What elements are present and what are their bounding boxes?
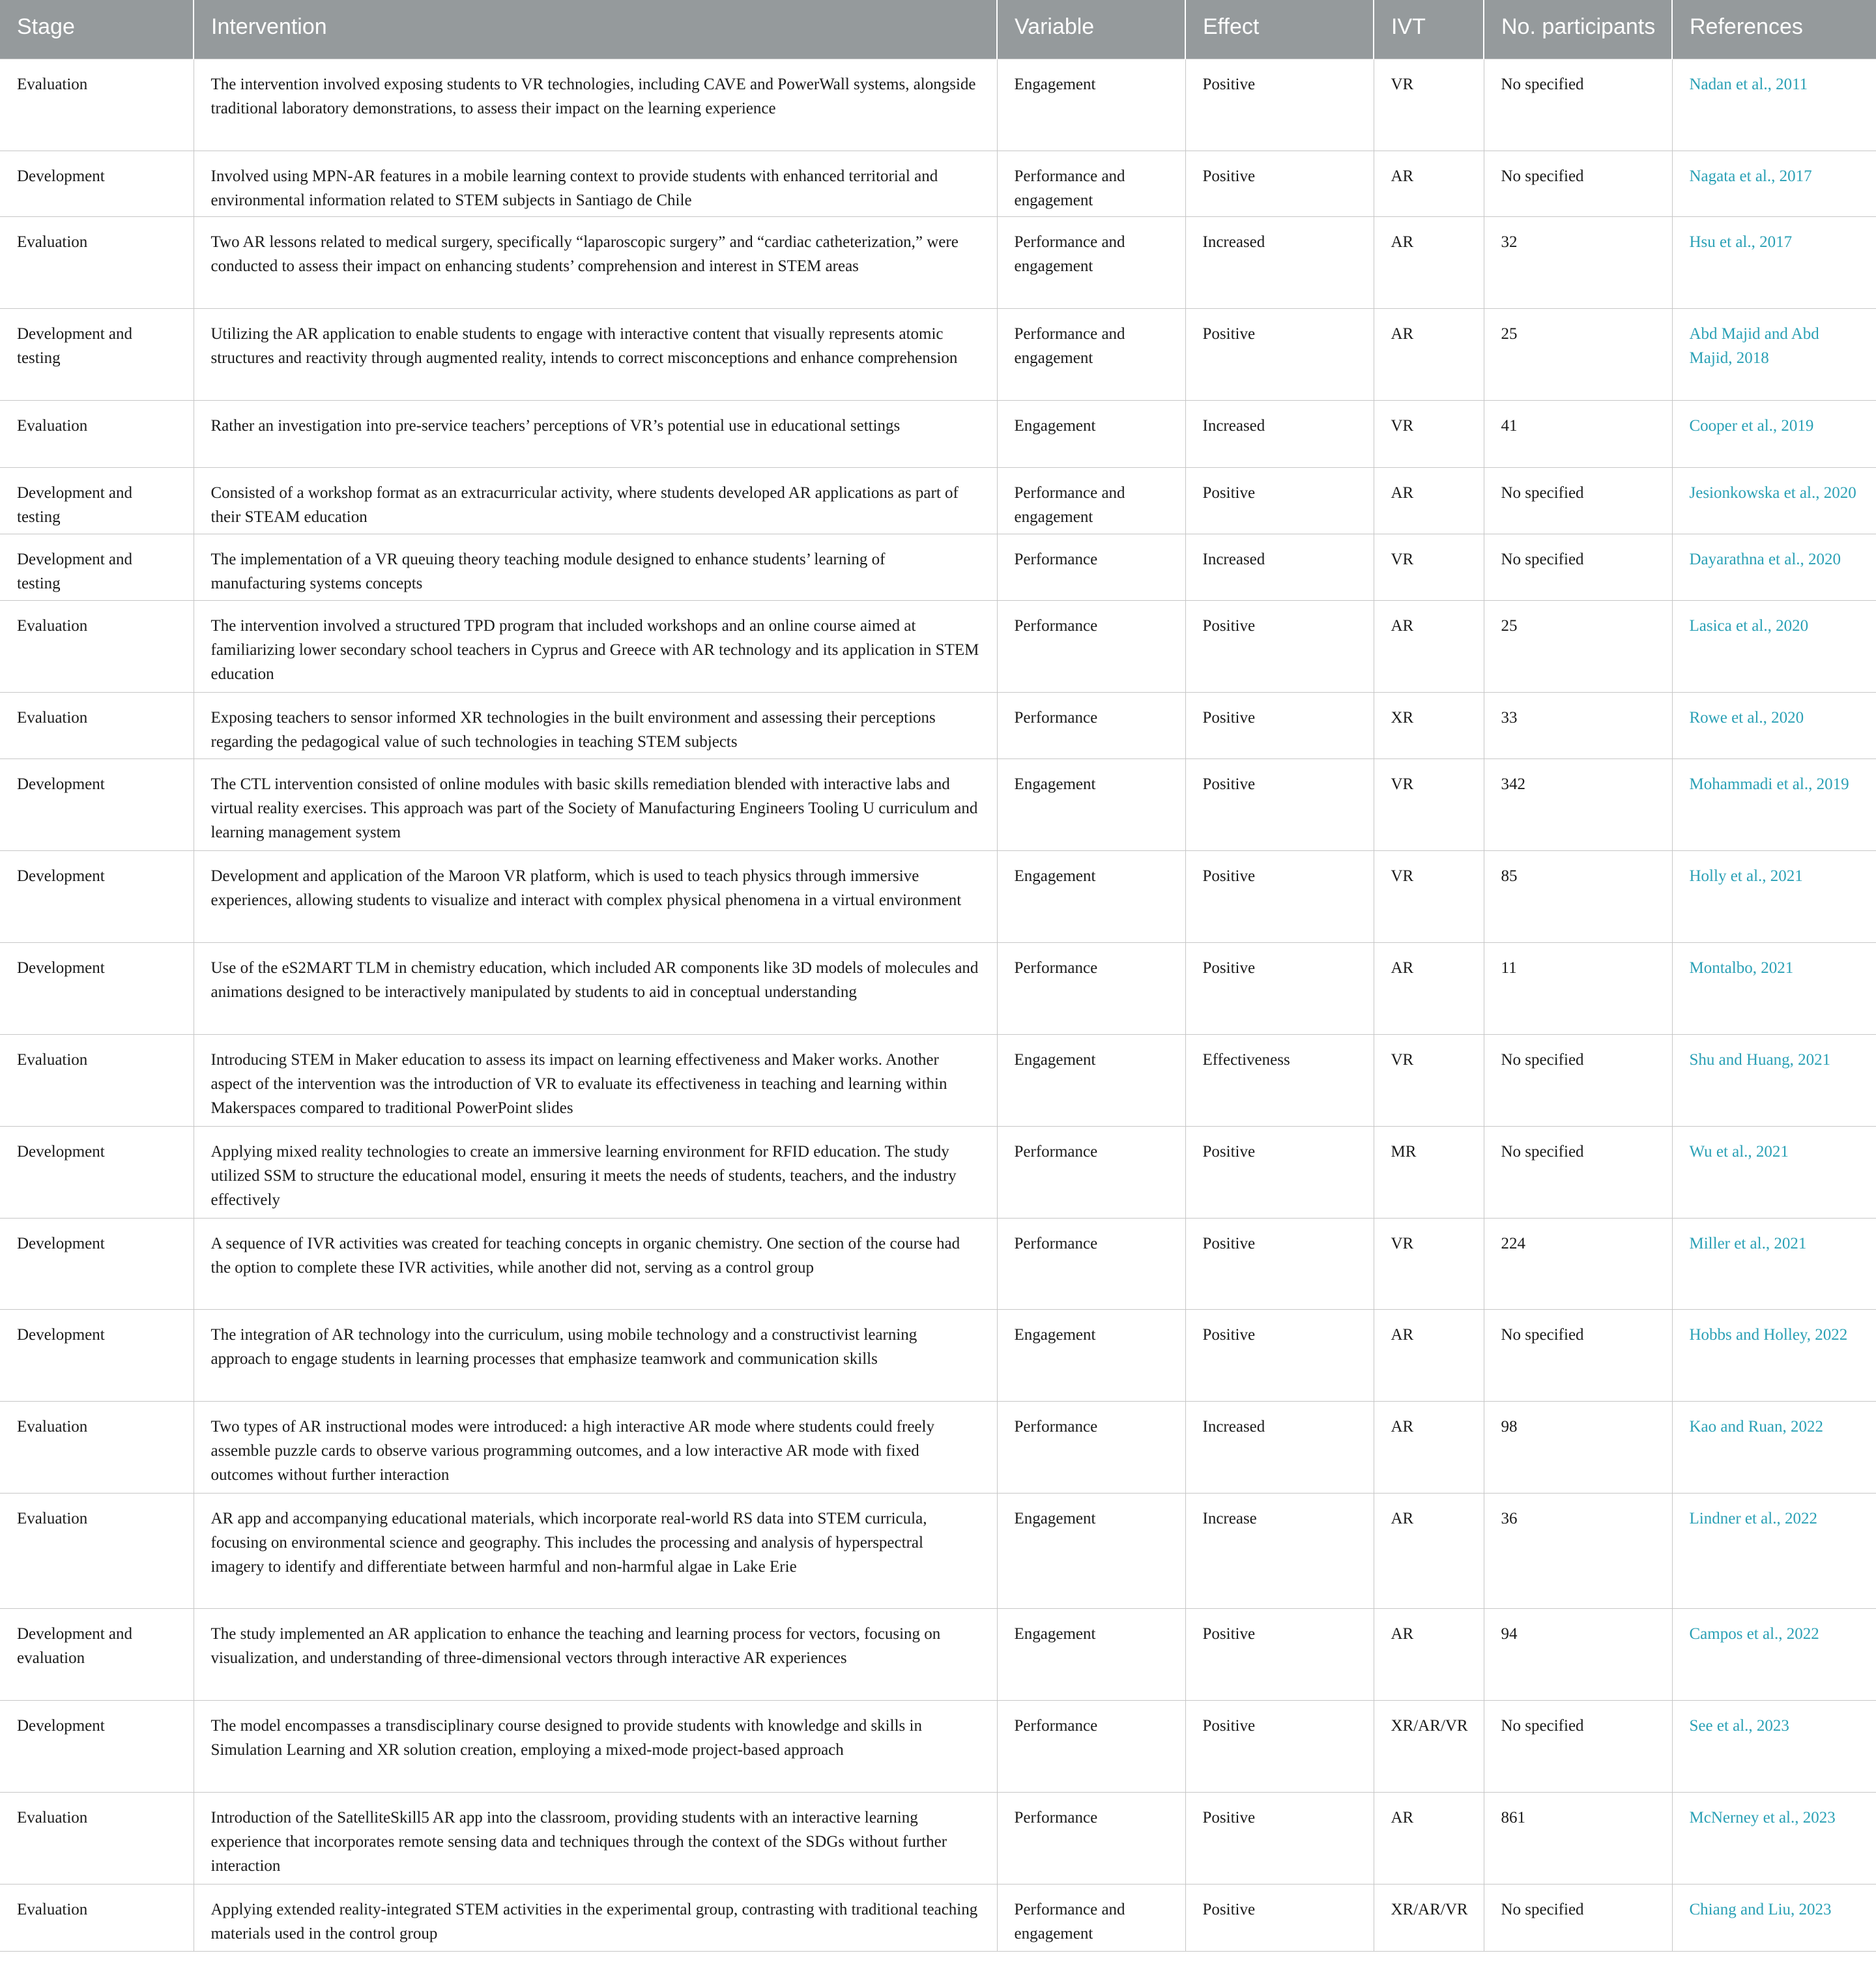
table-row [0,1218,1876,1309]
header-references: References [1672,0,1876,59]
table-body [0,59,1876,1951]
cell-intervention: The intervention involved a structured TPD program that included workshops and an online course aimed at familiarizing lower secondary school teachers in Cyprus and Greece with AR technology and its application in STEM education [194,600,997,692]
table-row [0,151,1876,216]
header-variable: Variable [997,0,1185,59]
cell-variable: Performance [997,1126,1185,1218]
cell-intervention: The study implemented an AR application to enhance the teaching and learning process for vectors, focusing on visualization, and understanding of three-dimensional vectors through interactive AR experiences [194,1608,997,1700]
reference-link[interactable]: Miller et al., 2021 [1672,1218,1876,1309]
cell-ivt: AR [1374,467,1484,534]
header-row [0,0,1876,59]
cell-ivt: AR [1374,216,1484,308]
cell-variable: Engagement [997,758,1185,850]
table-row [0,758,1876,850]
cell-stage: Development [0,1700,194,1792]
cell-intervention: Introducing STEM in Maker education to assess its impact on learning effectiveness and Maker works. Another aspect of the intervention was the introduction of VR to evaluate its effectiveness in teaching and learning within Makerspaces compared to traditional PowerPoint slides [194,1034,997,1126]
table-row [0,692,1876,758]
cell-effect: Positive [1185,151,1374,216]
cell-participants: 98 [1484,1401,1672,1493]
cell-stage: Development [0,1309,194,1401]
cell-variable: Performance [997,1218,1185,1309]
reference-link[interactable]: Shu and Huang, 2021 [1672,1034,1876,1126]
cell-stage: Evaluation [0,692,194,758]
cell-stage: Development and testing [0,534,194,600]
table-row [0,600,1876,692]
cell-stage: Evaluation [0,1401,194,1493]
cell-participants: 41 [1484,400,1672,467]
cell-participants: No specified [1484,534,1672,600]
cell-variable: Performance and engagement [997,467,1185,534]
reference-link[interactable]: Cooper et al., 2019 [1672,400,1876,467]
cell-ivt: VR [1374,1034,1484,1126]
cell-effect: Positive [1185,1792,1374,1884]
cell-ivt: AR [1374,308,1484,400]
reference-link[interactable]: Lasica et al., 2020 [1672,600,1876,692]
reference-link[interactable]: Dayarathna et al., 2020 [1672,534,1876,600]
table-row [0,1309,1876,1401]
cell-intervention: AR app and accompanying educational materials, which incorporate real-world RS data into STEM curricula, focusing on environmental science and geography. This includes the processing and analysis of hyperspectral imagery to identify and differentiate between harmful and non-harmful algae in Lake Erie [194,1493,997,1608]
cell-ivt: AR [1374,1309,1484,1401]
cell-participants: 85 [1484,850,1672,942]
table-row [0,534,1876,600]
table-row [0,1401,1876,1493]
cell-participants: No specified [1484,1126,1672,1218]
reference-link[interactable]: Rowe et al., 2020 [1672,692,1876,758]
reference-link[interactable]: Lindner et al., 2022 [1672,1493,1876,1608]
cell-stage: Development and evaluation [0,1608,194,1700]
cell-variable: Engagement [997,59,1185,151]
cell-intervention: Two AR lessons related to medical surgery, specifically “laparoscopic surgery” and “cardiac catheterization,” were conducted to assess their impact on enhancing students’ comprehension and interest in STEM areas [194,216,997,308]
cell-intervention: Applying mixed reality technologies to create an immersive learning environment for RFID education. The study utilized SSM to structure the educational model, ensuring it meets the needs of students, teachers, and the industry effectively [194,1126,997,1218]
cell-variable: Performance [997,1792,1185,1884]
header-effect: Effect [1185,0,1374,59]
reference-link[interactable]: McNerney et al., 2023 [1672,1792,1876,1884]
table-row [0,1608,1876,1700]
reference-link[interactable]: Nagata et al., 2017 [1672,151,1876,216]
cell-effect: Increased [1185,534,1374,600]
cell-effect: Positive [1185,308,1374,400]
cell-effect: Positive [1185,758,1374,850]
cell-ivt: VR [1374,850,1484,942]
cell-ivt: AR [1374,942,1484,1034]
table-row [0,216,1876,308]
cell-variable: Engagement [997,400,1185,467]
header-ivt: IVT [1374,0,1484,59]
reference-link[interactable]: See et al., 2023 [1672,1700,1876,1792]
cell-effect: Positive [1185,1309,1374,1401]
table-row [0,1700,1876,1792]
cell-variable: Performance and engagement [997,216,1185,308]
cell-ivt: XR/AR/VR [1374,1700,1484,1792]
cell-participants: 36 [1484,1493,1672,1608]
cell-variable: Performance and engagement [997,151,1185,216]
cell-participants: No specified [1484,1309,1672,1401]
header-intervention: Intervention [194,0,997,59]
cell-participants: 861 [1484,1792,1672,1884]
table-row [0,308,1876,400]
cell-effect: Positive [1185,1700,1374,1792]
table-row [0,1493,1876,1608]
cell-intervention: The implementation of a VR queuing theory teaching module designed to enhance students’ learning of manufacturing systems concepts [194,534,997,600]
cell-intervention: Rather an investigation into pre-service teachers’ perceptions of VR’s potential use in educational settings [194,400,997,467]
cell-ivt: AR [1374,1493,1484,1608]
cell-variable: Performance [997,692,1185,758]
table-row [0,1034,1876,1126]
table-row [0,1884,1876,1951]
cell-variable: Performance and engagement [997,308,1185,400]
cell-stage: Development and testing [0,308,194,400]
cell-intervention: The integration of AR technology into the curriculum, using mobile technology and a constructivist learning approach to engage students in learning processes that emphasize teamwork and communication skills [194,1309,997,1401]
table-row [0,942,1876,1034]
cell-variable: Engagement [997,1034,1185,1126]
table-row [0,467,1876,534]
cell-effect: Positive [1185,59,1374,151]
cell-variable: Performance [997,942,1185,1034]
reference-link[interactable]: Mohammadi et al., 2019 [1672,758,1876,850]
cell-stage: Evaluation [0,1034,194,1126]
cell-effect: Positive [1185,1126,1374,1218]
table-header [0,0,1876,59]
cell-intervention: A sequence of IVR activities was created for teaching concepts in organic chemistry. One section of the course had the option to complete these IVR activities, while another did not, serving as a control group [194,1218,997,1309]
cell-intervention: Consisted of a workshop format as an extracurricular activity, where students developed AR applications as part of their STEAM education [194,467,997,534]
reference-link[interactable]: Kao and Ruan, 2022 [1672,1401,1876,1493]
cell-ivt: AR [1374,1608,1484,1700]
reference-link[interactable]: Hsu et al., 2017 [1672,216,1876,308]
cell-ivt: XR/AR/VR [1374,1884,1484,1951]
table-row [0,400,1876,467]
cell-intervention: Involved using MPN-AR features in a mobile learning context to provide students with enhanced territorial and environmental information related to STEM subjects in Santiago de Chile [194,151,997,216]
header-stage: Stage [0,0,194,59]
reference-link[interactable]: Nadan et al., 2011 [1672,59,1876,151]
cell-ivt: VR [1374,534,1484,600]
cell-effect: Positive [1185,1884,1374,1951]
cell-stage: Development [0,758,194,850]
cell-stage: Evaluation [0,600,194,692]
cell-participants: 32 [1484,216,1672,308]
cell-intervention: Applying extended reality-integrated STEM activities in the experimental group, contrasting with traditional teaching materials used in the control group [194,1884,997,1951]
cell-ivt: XR [1374,692,1484,758]
cell-stage: Development [0,1126,194,1218]
cell-ivt: AR [1374,151,1484,216]
cell-participants: 25 [1484,308,1672,400]
reference-link[interactable]: Montalbo, 2021 [1672,942,1876,1034]
cell-participants: No specified [1484,59,1672,151]
cell-intervention: Development and application of the Maroon VR platform, which is used to teach physics through immersive experiences, allowing students to visualize and interact with complex physical phenomena in a virtual environment [194,850,997,942]
cell-effect: Increased [1185,1401,1374,1493]
cell-effect: Increased [1185,400,1374,467]
cell-variable: Engagement [997,1309,1185,1401]
cell-stage: Evaluation [0,1792,194,1884]
cell-variable: Performance [997,1700,1185,1792]
cell-participants: 33 [1484,692,1672,758]
cell-intervention: Exposing teachers to sensor informed XR technologies in the built environment and assessing their perceptions regarding the pedagogical value of such technologies in teaching STEM subjects [194,692,997,758]
cell-participants: No specified [1484,467,1672,534]
cell-ivt: VR [1374,59,1484,151]
cell-variable: Performance and engagement [997,1884,1185,1951]
cell-intervention: The CTL intervention consisted of online modules with basic skills remediation blended with interactive labs and virtual reality exercises. This approach was part of the Society of Manufacturing Engineers Tooling U curriculum and learning management system [194,758,997,850]
cell-stage: Evaluation [0,1493,194,1608]
cell-effect: Positive [1185,1608,1374,1700]
cell-intervention: The intervention involved exposing students to VR technologies, including CAVE and PowerWall systems, alongside traditional laboratory demonstrations, to assess their impact on the learning experience [194,59,997,151]
cell-ivt: VR [1374,400,1484,467]
reference-link[interactable]: Holly et al., 2021 [1672,850,1876,942]
cell-stage: Development and testing [0,467,194,534]
cell-participants: 224 [1484,1218,1672,1309]
cell-stage: Development [0,1218,194,1309]
cell-stage: Evaluation [0,1884,194,1951]
cell-ivt: AR [1374,1792,1484,1884]
cell-effect: Increased [1185,216,1374,308]
cell-stage: Development [0,942,194,1034]
cell-effect: Positive [1185,600,1374,692]
cell-effect: Effectiveness [1185,1034,1374,1126]
cell-participants: No specified [1484,1700,1672,1792]
cell-effect: Positive [1185,692,1374,758]
table-row [0,850,1876,942]
cell-participants: No specified [1484,1034,1672,1126]
reference-link[interactable]: Chiang and Liu, 2023 [1672,1884,1876,1951]
cell-ivt: VR [1374,758,1484,850]
table-row [0,1126,1876,1218]
cell-intervention: The model encompasses a transdisciplinary course designed to provide students with knowledge and skills in Simulation Learning and XR solution creation, employing a mixed-mode project-based approach [194,1700,997,1792]
header-participants: No. participants [1484,0,1672,59]
cell-intervention: Introduction of the SatelliteSkill5 AR app into the classroom, providing students with an interactive learning experience that incorporates remote sensing data and techniques through the context of the SDGs without further interaction [194,1792,997,1884]
cell-variable: Performance [997,534,1185,600]
cell-ivt: AR [1374,600,1484,692]
cell-ivt: MR [1374,1126,1484,1218]
cell-stage: Evaluation [0,400,194,467]
reference-link[interactable]: Abd Majid and Abd Majid, 2018 [1672,308,1876,400]
cell-variable: Performance [997,600,1185,692]
cell-participants: 11 [1484,942,1672,1034]
table-row [0,1792,1876,1884]
reference-link[interactable]: Campos et al., 2022 [1672,1608,1876,1700]
cell-participants: 25 [1484,600,1672,692]
cell-intervention: Utilizing the AR application to enable students to engage with interactive content that visually represents atomic structures and reactivity through augmented reality, intends to correct misconceptions and enhance comprehension [194,308,997,400]
cell-participants: No specified [1484,151,1672,216]
table-row [0,59,1876,151]
cell-variable: Engagement [997,850,1185,942]
cell-ivt: AR [1374,1401,1484,1493]
cell-ivt: VR [1374,1218,1484,1309]
cell-effect: Positive [1185,850,1374,942]
cell-stage: Evaluation [0,59,194,151]
cell-effect: Positive [1185,942,1374,1034]
cell-participants: 342 [1484,758,1672,850]
reference-link[interactable]: Wu et al., 2021 [1672,1126,1876,1218]
reference-link[interactable]: Hobbs and Holley, 2022 [1672,1309,1876,1401]
cell-variable: Engagement [997,1493,1185,1608]
cell-effect: Positive [1185,1218,1374,1309]
cell-effect: Positive [1185,467,1374,534]
cell-effect: Increase [1185,1493,1374,1608]
cell-variable: Performance [997,1401,1185,1493]
cell-stage: Development [0,151,194,216]
cell-intervention: Use of the eS2MART TLM in chemistry education, which included AR components like 3D models of molecules and animations designed to be interactively manipulated by students to aid in conceptual understanding [194,942,997,1034]
cell-variable: Engagement [997,1608,1185,1700]
cell-stage: Development [0,850,194,942]
cell-intervention: Two types of AR instructional modes were introduced: a high interactive AR mode where students could freely assemble puzzle cards to observe various programming outcomes, and a low interactive AR mode with fixed outcomes without further interaction [194,1401,997,1493]
cell-stage: Evaluation [0,216,194,308]
reference-link[interactable]: Jesionkowska et al., 2020 [1672,467,1876,534]
cell-participants: No specified [1484,1884,1672,1951]
cell-participants: 94 [1484,1608,1672,1700]
